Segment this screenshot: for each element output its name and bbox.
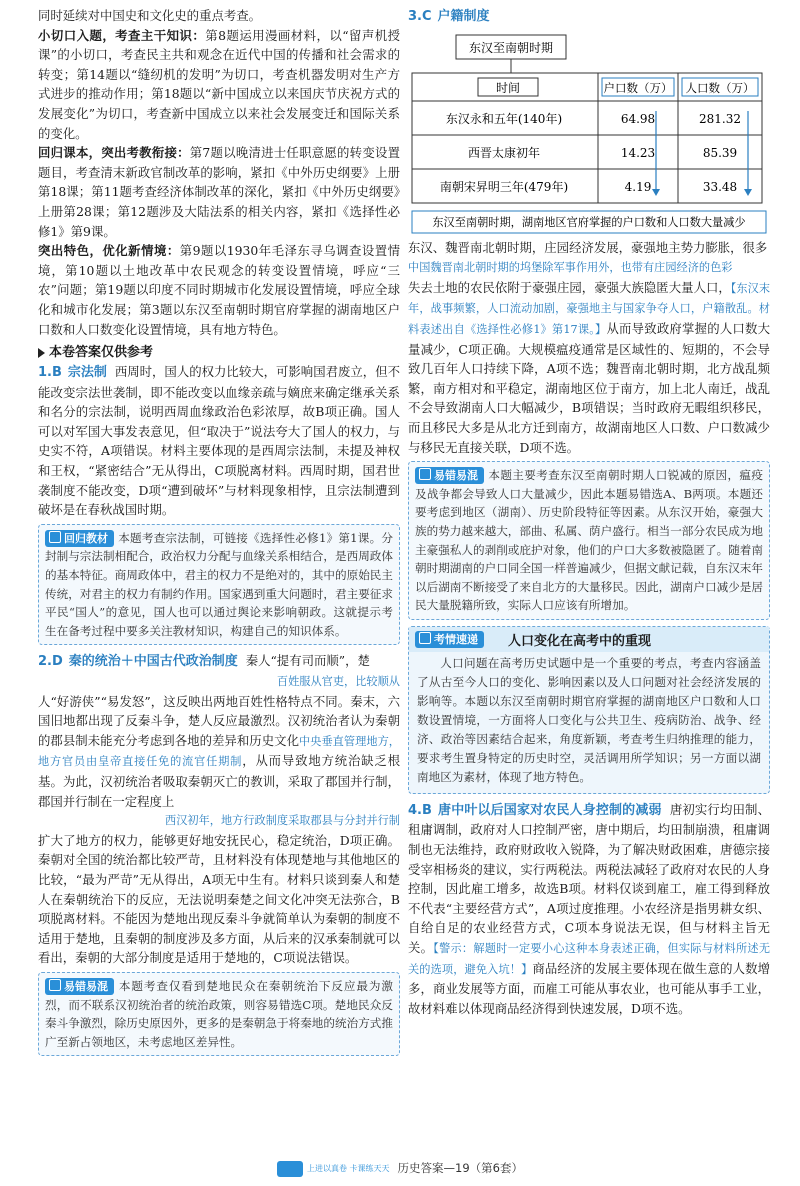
row-3-households: 4.19 [624,179,652,194]
col-header-population: 人口数（万） [685,80,755,95]
error-prone-box-1: 易错易混 本题考查仅看到楚地民众在秦朝统治下反应最为激烈，而不联系汉初统治者的统治政策，则容易错选C项。楚地民众反秦斗争激烈，除历史原因外，更多的是秦朝急于将秦地的统治方式推广至新占领地区，未考虑地区差异性。 [38,972,400,1056]
row-3-population: 33.48 [702,179,738,194]
population-table-figure [408,33,770,238]
col-header-households: 户口数（万） [603,80,673,95]
left-column [38,6,400,1062]
page-footer [0,1160,800,1177]
textbook-tag: 回归教材 [45,530,114,547]
answer-3-header: 3.C 户籍制度 [408,9,490,24]
triangle-icon [38,348,45,358]
row-1-population: 281.32 [699,111,741,126]
publisher-name: 上进以真卷 卡课练天天 [307,1164,390,1173]
answer-3: 东汉、魏晋南北朝时期，庄园经济发展，豪强地主势力膨胀，很多 中国魏晋南北朝时期的坞堡除军事作用外，也带有庄园经济的色彩 失去土地的农民依附于豪强庄园，豪强大族隐匿大量人口，【东汉末年，战事频繁，人口流动加剧，豪强地主与国家争夺人口，户籍散乱。材料表述出自《选择性必修1》第17课。】从而导致政府掌握的人口数大量减少，C项正确。大规模瘟疫通常是区域性的、短期的，不会导致几百年人口持续下降，A项不选；魏晋南北朝时期，北方战乱频繁，南方相对和平稳定，湖南地区位于南方，加上北人南迁，战乱不会导致湖南人口大幅减少，B项错误；当时政府无暇组织移民，而且移民大多是从北方迁到南方，故湖南地区人口数、户口数减少与移民无直接关联，D项不选。 [408,239,771,455]
row-1-households: 64.98 [620,111,656,126]
error-prone-box-2: 易错易混 本题主要考查东汉至南朝时期人口锐减的原因，瘟疫及战争都会导致人口大量减少，因此本题易错选A、B两项。本题还要考虑到地区（湖南）、历史阶段特征等因素。从东汉开始，豪强大族的势力越来越大，部曲、私属、荫户盛行。相当一部分农民成为地主豪强私人的剥削或庇护对象，他们的户口大多数被隐匿了。随着南朝时期湖南的户口同全国一样普遍减少，但据文献记载，自东汉末年以后湖南不断接受了来自北方的大量移民。因此，湖南户口减少是居民大量脱籍所致，实际人口应该有所增加。 [408,461,770,620]
error-prone-tag: 易错易混 [415,467,484,484]
exam-trend-header [409,627,769,652]
row-2-households: 14.23 [620,145,656,160]
answer-4: 4.B 唐中叶以后国家对农民人身控制的减弱 唐初实行均田制、租庸调制，政府对人口控制严密，唐中期后，均田制崩溃，租庸调制也无法维持，政府财政收入锐降，为了解决财政困难，唐德宗接受宰相杨炎的建议，实行两税法。两税法减轻了政府对农民的人身控制，因此雇工增多，故选B项。材料仅谈到雇工，雇工得到释放不代表“主要经营方式”，A项过度推理。小农经济是指男耕女织、自给自足的农业经营方式，C项本身说法无误，但与材料主旨无关。【警示：解题时一定要小心这种本身表述正确，但实际与材料所述无关的选项，避免入坑！】商品经济的发展主要体现在做生意的人数增多，商业发展等方面，而雇工可能从事农业，也可能从事手工业，故材料难以体现商品经济得到快速发展，D项不选。 [408,801,771,1016]
answer-1: 1.B 宗法制 西周时，国人的权力比较大，可影响国君废立，但不能改变宗法世袭制，即不能改变以血缘亲疏与嫡庶来确定继承关系和名分的宗法制，说明西周血缘政治色彩浓厚，故B项正确。国人可以对军国大事发表意见，但“取决于”说法夸大了国人的权力，与史实不符，A项错误。材料主要体现的是西周宗法制，未提及神权和王权，“紧密结合”无从得出，C项脱离材料。西周时期，国君世袭制度不能改变，D项“遭到破坏”与材料现象相悖，且宗法制遭到破坏是在春秋战国时期。 [38,364,400,518]
paragraph-features: 突出特色，优化新情境：第9题以1930年毛泽东寻乌调查设置情境，第10题以土地改革中农民观念的转变设置情境，呼应“三农”问题；第19题以印度不同时期城市化发展设置情境，呼应全球化和城市化发展；第3题以东汉至南朝时期官府掌握的湖南地区户口数和人口数变化设置情境，具有地方特色。 [38,243,400,337]
warning-icon [419,468,431,480]
warning-icon [49,979,61,991]
answers-heading: 本卷答案仅供参考 [38,341,400,360]
mail-icon [419,632,431,644]
population-table-svg [408,33,770,238]
row-1-time: 东汉永和五年(140年) [445,111,563,126]
exam-trend-title: 人口变化在高考中的重现 [508,633,652,649]
answer-2: 2.D 秦的统治＋中国古代政治制度 秦人“提有司而顺”，楚 百姓服从官吏，比较顺从 人“好游侠”“易发怒”，这反映出两地百姓性格特点不同。秦末，六国旧地都出现了反秦斗争，楚人反应最激烈。汉初统治者认为秦朝的郡县制未能充分考虑到各地的差异和历史文化中央垂直管理地方，地方官员由皇帝直接任免的流官任期制，从而导致地方统治缺乏根基。为此，汉初统治者吸取秦朝灭亡的教训，采取了郡国并行制，郡国并行制在一定程度上 西汉初年，地方行政制度采取郡县与分封并行制 扩大了地方的权力，能够更好地安抚民心，稳定统治，D项正确。秦朝对全国的统治都比较严苛，且材料没有体现楚地与其他地区的比较，“最为严苛”无从得出，A项无中生有。材料只谈到秦人和楚人在秦朝统治下的反应，无法说明秦楚之间文化冲突无法弥合，B项脱离材料。不能因为楚地出现反秦斗争就简单认为秦朝的制度不适用于楚地，且秦朝的制度涉及多方面，从后来的汉承秦制就可以看出，秦朝的大部分制度是适用于楚地的，C项说法错误。 [38,653,401,966]
error-prone-tag: 易错易混 [45,978,114,995]
exam-trend-tag: 考情速递 [415,631,484,648]
paragraph-small-entry: 小切口入题，考查主干知识：第8题运用漫画材料，以“留声机授课”的小切口，考查民主共和观念在近代中国的传播和社会需求的转变；第14题以“缝纫机的发明”为切口，考查机器发明对生产方式进步的推动作用；第18题以“新中国成立以来国庆节庆祝方式的发展变化”为切口，考查新中国成立以来社会发展变迁和国际关系的变化。 [38,27,401,141]
exam-trend-text: 人口问题在高考历史试题中是一个重要的考点，考查内容涵盖了从古至今人口的变化、影响因素以及人口问题对社会经济发展的影响等。本题以东汉至南朝时期官府掌握的湖南地区户口数和人口数设置情境，一方面将人口变化与公共卫生、疫病防治、战争、经济、政治等因素结合起来，角度新颖，考查考生归纳推理的能力，要求考生置身特定的历史时空，灵活调用所学知识；另一方面以湖南地区为素材，体现了地方特色。 [417,655,761,784]
exam-trend-box [408,626,770,794]
table-caption: 东汉至南朝时期 [468,40,554,55]
intro-text: 同时延续对中国史和文化史的重点考查。 [38,8,262,23]
row-2-population: 85.39 [702,145,738,160]
table-conclusion: 东汉至南朝时期，湖南地区官府掌握的户口数和人口数大量减少 [432,215,746,229]
right-column [408,6,770,1018]
col-header-time: 时间 [495,80,521,95]
page-number: 历史答案—19（第6套） [397,1161,523,1175]
book-icon [49,531,61,543]
paragraph-textbook: 回归课本，突出考教衔接：第7题以晚清进士任职意愿的转变设置题目，考查清末新政官制改革的影响，紧扣《中外历史纲要》上册第18课；第11题考查经济体制改革的深化，紧扣《中外历史纲要》上册第28课；第12题涉及大陆法系的相关内容，紧扣《选择性必修1》第9课。 [38,145,400,239]
textbook-review-box: 回归教材 本题考查宗法制，可链接《选择性必修1》第1课。分封制与宗法制相配合，政治权力分配与血缘关系相结合，是西周政体的基本特征。商周政体中，君主的权力不是绝对的，其中的原始民主传统，对君主的权力有制约作用。国家遇到重大问题时，君主要征求平民“国人”的意见，国人也可以通过舆论来影响朝政。这就提示考生在备考过程中要多关注教材知识，构建自己的知识体系。 [38,524,400,646]
publisher-logo-icon [277,1161,303,1177]
row-2-time: 西晋太康初年 [467,145,541,160]
row-3-time: 南朝宋昇明三年(479年) [439,179,569,194]
